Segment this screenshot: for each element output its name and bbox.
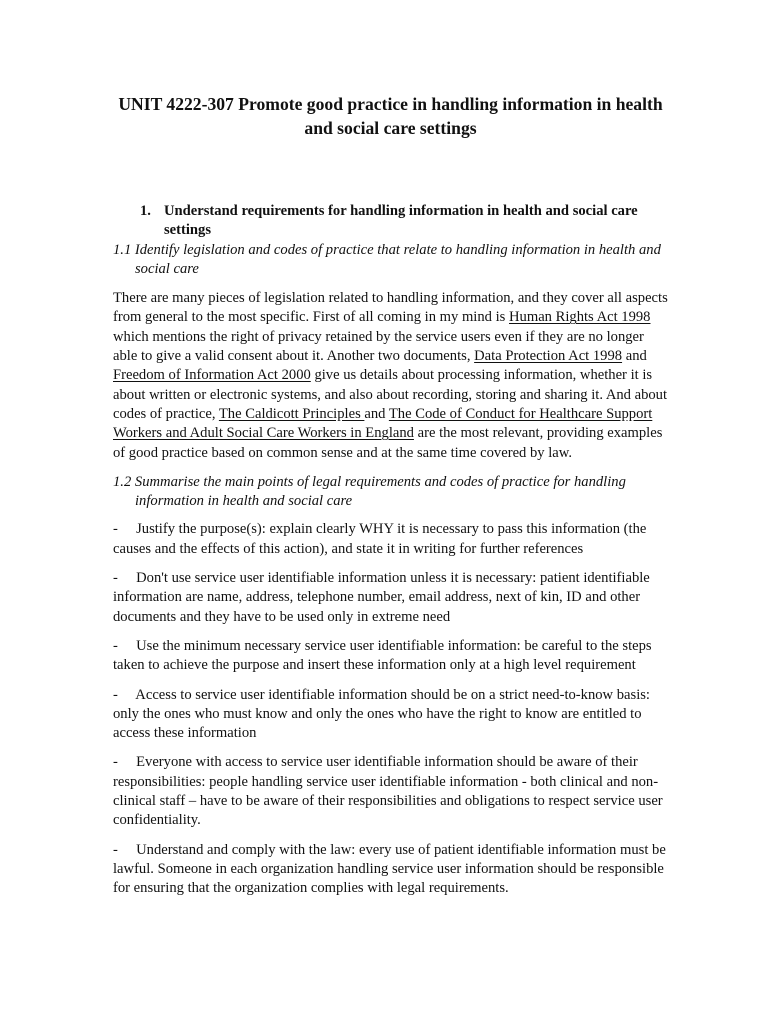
list-item: - Don't use service user identifiable information unless it is necessary: patient identifiable information are name, address, telephone number, email address, next of kin, ID and other documents and they have to be used only in extreme need — [113, 570, 654, 625]
subheading-1-1: 1.1 Identify legislation and codes of practice that relate to handling information in health and social care — [113, 241, 661, 277]
link-code-of-conduct[interactable]: The Code of Conduct for Healthcare Support Workers and Adult Social Care Workers in England — [113, 405, 653, 442]
list-item: - Understand and comply with the law: every use of patient identifiable information must be lawful. Someone in each organization handling service user information should be responsible for ensuring that the organization complies with legal requirements. — [113, 841, 670, 897]
intro-text-3: and — [622, 348, 647, 365]
subheading-1-2: 1.2 Summarise the main points of legal requirements and codes of practice for handling information in health and social care — [113, 473, 626, 510]
intro-text-2: which mentions the right of privacy retained by the service users even if they are no longer able to give a valid consent about it. Another two documents, — [113, 328, 644, 365]
section-heading-text: Understand requirements for handling information in health and social care settings — [164, 203, 638, 239]
intro-text-1: There are many pieces of legislation related to handling information, and they cover all aspects from general to the most specific. First of all coming in my mind is — [113, 290, 668, 326]
list-item: - Justify the purpose(s): explain clearly WHY it is necessary to pass this information (the causes and the effects of this action), and state it in writing for further references — [113, 521, 651, 557]
document-title: UNIT 4222-307 Promote good practice in handling information in health and social care settings — [118, 94, 663, 138]
link-freedom-of-information-act[interactable]: Freedom of Information Act 2000 — [113, 367, 311, 384]
intro-text-5: and — [364, 405, 389, 422]
intro-paragraph — [113, 289, 668, 463]
intro-text-4: give us details about processing information, whether it is about written or electronic systems, and also about recording, storing and sharing it. And about codes of practice, — [113, 367, 668, 422]
intro-text-6: are the most relevant, providing examples of good practice based on common sense and at the same time covered by law. — [113, 425, 663, 461]
document-page — [113, 92, 668, 899]
link-human-rights-act[interactable]: Human Rights Act 1998 — [509, 309, 651, 326]
section-heading — [113, 202, 664, 241]
link-caldicott-principles[interactable]: The Caldicott Principles — [218, 405, 365, 422]
link-data-protection-act[interactable]: Data Protection Act 1998 — [474, 348, 623, 365]
list-item: - Use the minimum necessary service user identifiable information: be careful to the steps taken to achieve the purpose and insert these information only at a high level requirement — [113, 637, 656, 674]
list-item: - Access to service user identifiable information should be on a strict need-to-know basis: only the ones who must know and only the ones who have the right to know are entitled to access these information — [113, 686, 654, 742]
list-item: - Everyone with access to service user identifiable information should be aware of their responsibilities: people handling service user identifiable information - both clinical and non-clinical staff – have to be aware of their responsibilities and obligations to respect service user confidentiality. — [113, 754, 667, 829]
section-number: 1. — [140, 203, 151, 219]
